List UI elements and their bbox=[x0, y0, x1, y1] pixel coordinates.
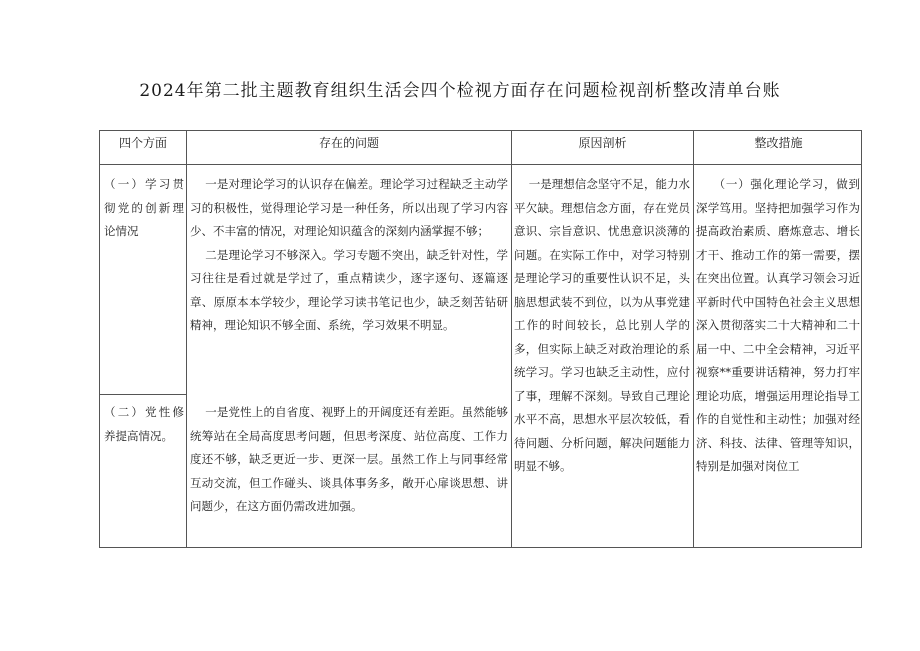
column-divider bbox=[186, 131, 187, 547]
problem-cell-2: 一是党性上的自省度、视野上的开阔度还有差距。虽然能够统筹站在全局高度思考问题，但思考深度、站位高度、工作力度还不够，缺乏更近一步、更深一层。虽然工作上与同事经常互动交流，但工作碰头、谈具体事务多，敞开心扉谈思想、讲问题少，在这方面仍需改进加强。 bbox=[190, 405, 509, 513]
header-aspect: 四个方面 bbox=[118, 136, 167, 150]
header-problems: 存在的问题 bbox=[318, 136, 379, 150]
cause-cell: 一是理想信念坚守不足，能力水平欠缺。理想信念方面，存在党员意识、宗旨意识、忧患意识淡薄的问题。在实际工作中，对学习特别是理论学习的重要性认识不足，头脑思想武装不到位，以为从事党建工作的时间较长，总比别人学的多，但实际上缺乏对政治理论的系统学习。学习也缺乏主动性，应付了事，理解不深刻。导致自己理论水平不高，思想水平层次较低，看待问题、分析问题，解决问题能力明显不够。 bbox=[514, 177, 691, 473]
measure-cell: （一）强化理论学习，做到深学笃用。坚持把加强学习作为提高政治素质、磨炼意志、增长才干、推动工作的第一需要，摆在突出位置。认真学习领会习近平新时代中国特色社会主义思想深入贯彻落实二十大精神和二十届一中、二中全会精神，习近平视察**重要讲话精神，努力打牢理论功底，增强运用理论指导工作的自觉性和主动性；加强对经济、科技、法律、管理等知识，特别是加强对岗位工 bbox=[696, 177, 860, 473]
header-causes: 原因剖析 bbox=[578, 136, 627, 150]
aspect-cell-2: （二）党性修养提高情况。 bbox=[104, 405, 184, 443]
column-divider bbox=[693, 131, 694, 547]
header-measures: 整改措施 bbox=[754, 136, 803, 150]
ledger-table bbox=[99, 130, 862, 548]
problem-cell-1: 一是对理论学习的认识存在偏差。理论学习过程缺乏主动学习的积极性，觉得理论学习是一种任务，所以出现了学习内容少、不丰富的情况，对理论知识蕴含的深刻内涵掌握不够； 二是理论学习不够深入。学习专题不突出，缺乏针对性，学习往往是看过就是学过了，重点精读少，逐字逐句、逐篇逐章、原原本本学较少，理论学习读书笔记也少，缺乏刻苦钻研精神，理论知识不够全面、系统，学习效果不明显。 bbox=[190, 177, 509, 332]
aspect-cell-1: （一）学习贯彻党的创新理论情况 bbox=[104, 177, 184, 238]
column-divider bbox=[511, 131, 512, 547]
row-divider bbox=[100, 394, 186, 395]
page-title: 2024年第二批主题教育组织生活会四个检视方面存在问题检视剖析整改清单台账 bbox=[139, 81, 781, 101]
